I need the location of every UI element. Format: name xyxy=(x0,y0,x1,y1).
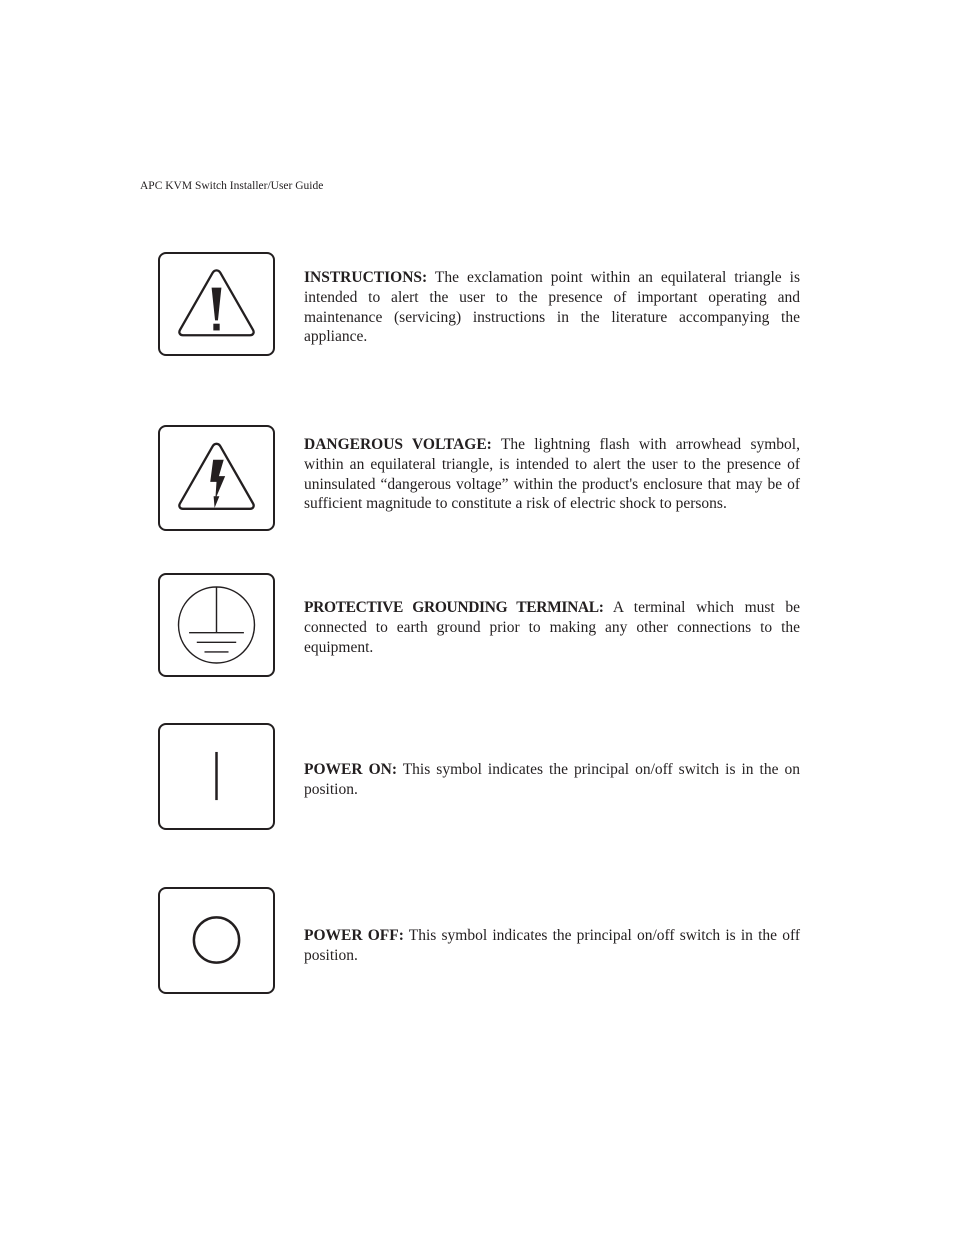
symbol-desc-power-off xyxy=(304,926,800,966)
symbol-box-instructions xyxy=(158,252,275,356)
lightning-triangle-icon xyxy=(160,427,273,529)
protective-ground-icon xyxy=(160,575,273,675)
symbol-box-protective-ground xyxy=(158,573,275,677)
symbol-box-power-on xyxy=(158,723,275,830)
symbol-text: The exclamation point within an equilateral triangle is intended to alert the user to the presence of important operating and maintenance (servicing) instructions in the literature accompanying the appliance. xyxy=(304,269,800,346)
symbol-box-dangerous-voltage xyxy=(158,425,275,531)
caution-triangle-icon xyxy=(160,254,273,354)
running-header: APC KVM Switch Installer/User Guide xyxy=(140,180,324,192)
symbol-text: A terminal which must be connected to earth ground prior to making any other connections to the equipment. xyxy=(304,599,800,656)
symbol-term: POWER ON: xyxy=(304,761,397,778)
symbol-box-power-off xyxy=(158,887,275,994)
symbol-desc-protective-ground xyxy=(304,598,800,657)
power-off-icon xyxy=(160,889,273,992)
symbol-desc-dangerous-voltage xyxy=(304,435,800,514)
symbol-term: PROTECTIVE GROUNDING TERMINAL: xyxy=(304,599,604,616)
symbol-term: DANGEROUS VOLTAGE: xyxy=(304,436,492,453)
symbol-text: This symbol indicates the principal on/off switch is in the off position. xyxy=(304,927,800,964)
symbol-term: POWER OFF: xyxy=(304,927,404,944)
symbol-text: This symbol indicates the principal on/off switch is in the on position. xyxy=(304,761,800,798)
power-on-icon xyxy=(160,725,273,828)
symbol-desc-instructions xyxy=(304,268,800,347)
symbol-term: INSTRUCTIONS: xyxy=(304,269,428,286)
symbol-text: The lightning flash with arrowhead symbol, within an equilateral triangle, is intended to alert the user to the presence of uninsulated “dangerous voltage” within the product's enclosure that may be of sufficient magnitude to constitute a risk of electric shock to persons. xyxy=(304,436,800,513)
symbol-desc-power-on xyxy=(304,760,800,800)
